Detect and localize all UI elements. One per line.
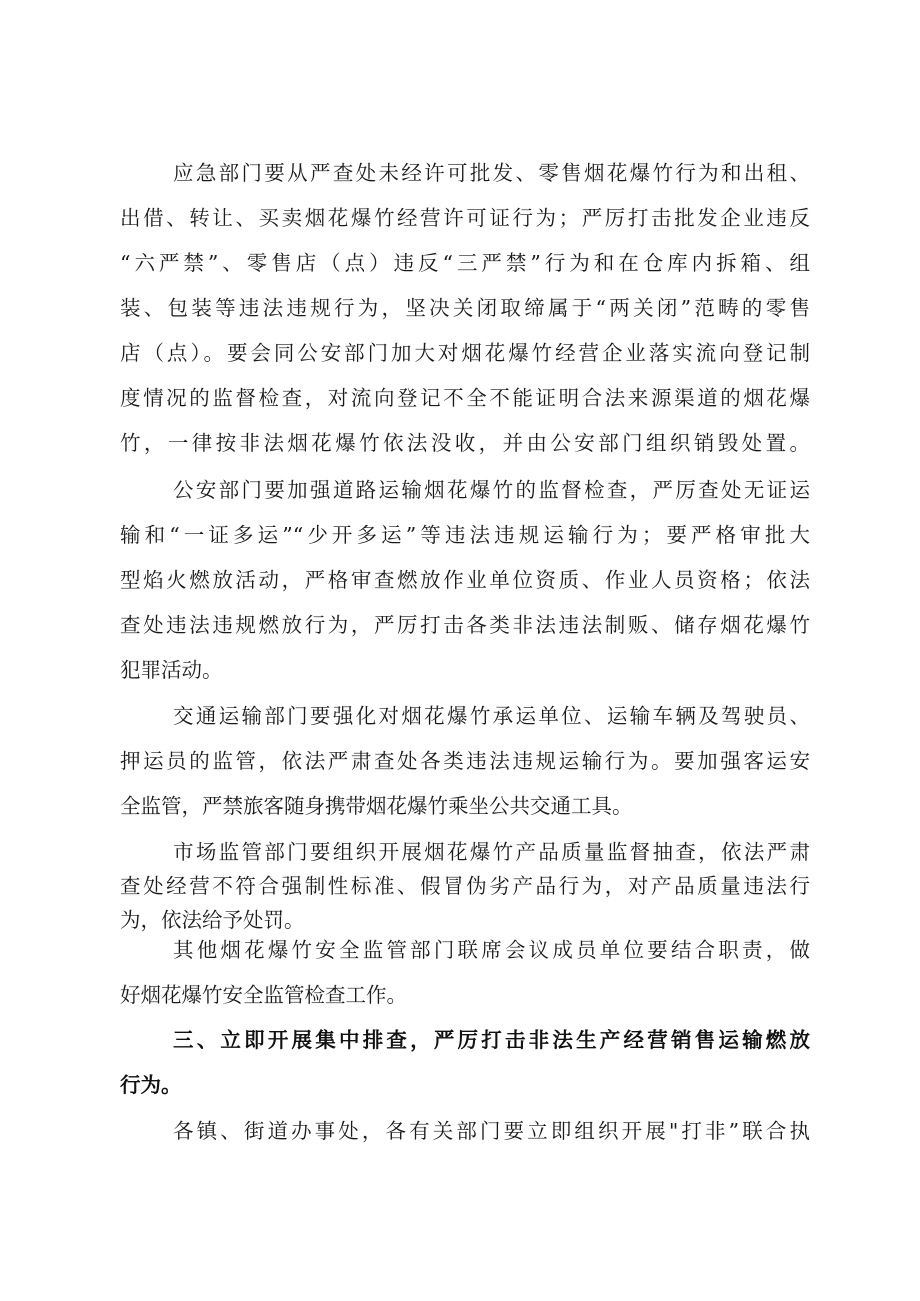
text-line: 犯罪活动。 <box>120 658 223 682</box>
text-line: 装、包装等违法违规行为，坚决关闭取缔属于“两关闭”范畴的零售 <box>120 296 810 320</box>
text-line: 竹，一律按非法烟花爆竹依法没收，并由公安部门组织销毁处置。 <box>120 431 810 455</box>
text-line: 市场监管部门要组织开展烟花爆竹产品质量监督抽查，依法严肃 <box>173 840 810 864</box>
text-line: 应急部门要从严查处未经许可批发、零售烟花爆竹行为和出租、 <box>173 161 810 185</box>
text-line: 押运员的监管，依法严肃查处各类违法违规运输行为。要加强客运安 <box>120 749 810 773</box>
text-line: “六严禁”、零售店（点）违反“三严禁”行为和在仓库内拆箱、组 <box>120 251 810 275</box>
heading-line: 三、立即开展集中排查，严厉打击非法生产经营销售运输燃放 <box>173 1028 810 1052</box>
text-line: 输和“一证多运”“少开多运”等违法违规运输行为；要严格审批大 <box>120 523 810 547</box>
heading-line: 行为。 <box>120 1073 182 1097</box>
text-line: 其他烟花爆竹安全监管部门联席会议成员单位要结合职责，做 <box>173 938 810 962</box>
text-line: 全监管，严禁旅客随身携带烟花爆竹乘坐公共交通工具。 <box>120 794 633 818</box>
text-line: 查处违法违规燃放行为，严厉打击各类非法违法制贩、储存烟花爆竹 <box>120 613 810 637</box>
text-line: 交通运输部门要强化对烟花爆竹承运单位、运输车辆及驾驶员、 <box>173 704 810 728</box>
text-line: 为，依法给予处罚。 <box>120 908 305 932</box>
text-line: 出借、转让、买卖烟花爆竹经营许可证行为；严厉打击批发企业违反 <box>120 206 810 230</box>
text-line: 各镇、街道办事处，各有关部门要立即组织开展"打非”联合执 <box>173 1119 810 1143</box>
text-line: 好烟花爆竹安全监管检查工作。 <box>120 983 407 1007</box>
text-line: 度情况的监督检查，对流向登记不全不能证明合法来源渠道的烟花爆 <box>120 386 810 410</box>
text-line: 型焰火燃放活动，严格审查燃放作业单位资质、作业人员资格；依法 <box>120 568 810 592</box>
text-line: 查处经营不符合强制性标准、假冒伪劣产品行为，对产品质量违法行 <box>120 874 810 898</box>
text-line: 店（点）。要会同公安部门加大对烟花爆竹经营企业落实流向登记制 <box>120 341 810 365</box>
text-line: 公安部门要加强道路运输烟花爆竹的监督检查，严厉查处无证运 <box>173 478 810 502</box>
